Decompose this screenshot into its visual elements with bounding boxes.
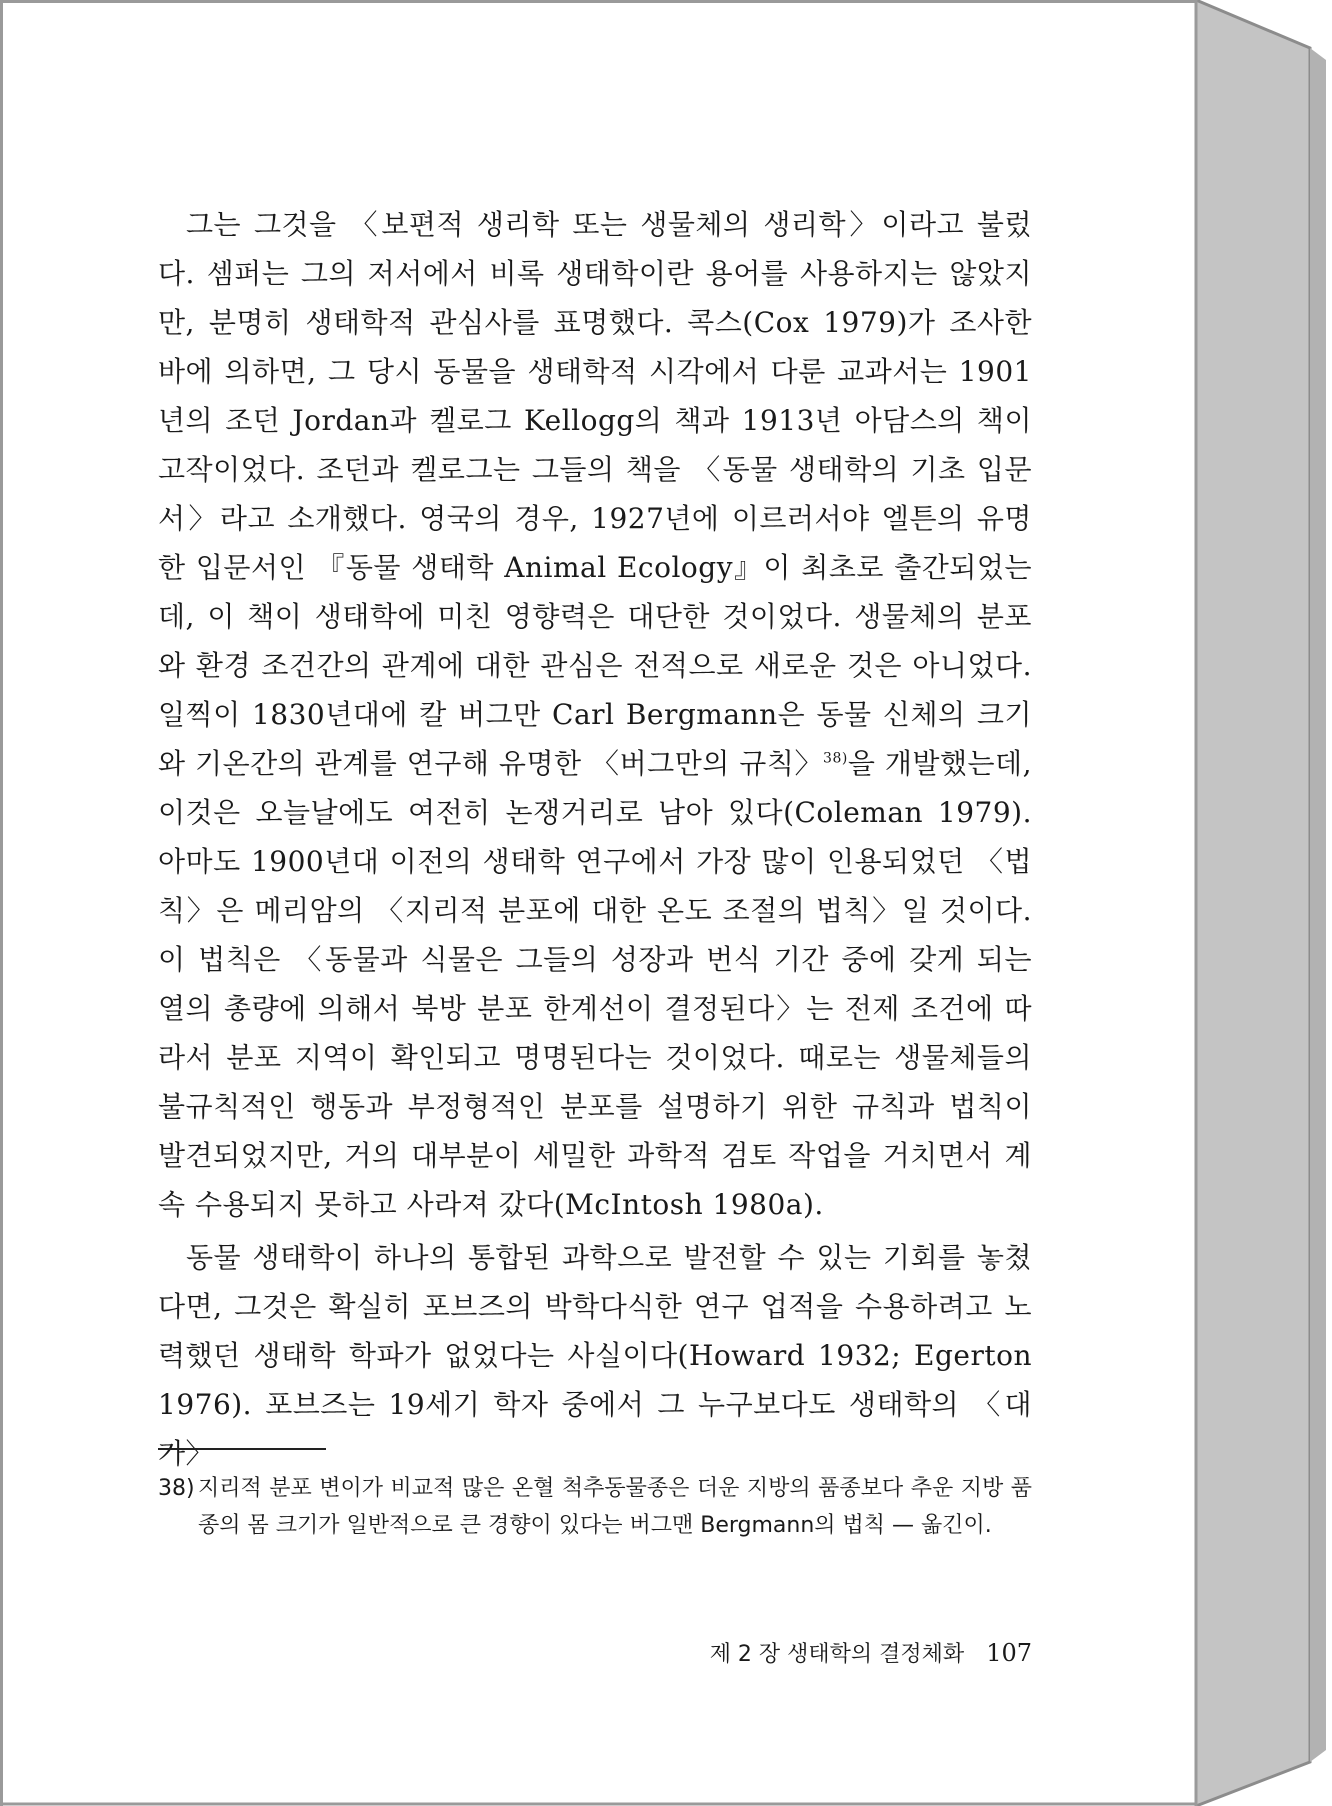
paragraph-1 xyxy=(158,200,1032,1229)
footnote-text: 지리적 분포 변이가 비교적 많은 온혈 척추동물종은 더운 지방의 품종보다 추운 지방 품종의 몸 크기가 일반적으로 큰 경향이 있다는 버그맨 Bergmann의 법칙 — 옮긴이. xyxy=(198,1476,1032,1538)
paragraph-2: 동물 생태학이 하나의 통합된 과학으로 발전할 수 있는 기회를 놓쳤다면, 그것은 확실히 포브즈의 박학다식한 연구 업적을 수용하려고 노력했던 생태학 학파가 없었다는 사실이다(Howard 1932; Egerton 1976). 포브즈는 19세기 학자 중에서 그 누구보다도 생태학의 〈대가〉 xyxy=(158,1241,1032,1470)
paragraph-1-text-b: 을 개발했는데, 이것은 오늘날에도 여전히 논쟁거리로 남아 있다(Coleman 1979). 아마도 1900년대 이전의 생태학 연구에서 가장 많이 인용되었던 〈법칙〉은 메리암의 〈지리적 분포에 대한 온도 조절의 법칙〉일 것이다. 이 법칙은 〈동물과 식물은 그들의 성장과 번식 기간 중에 갖게 되는 열의 총량에 의해서 북방 분포 한계선이 결정된다〉는 전제 조건에 따라서 분포 지역이 확인되고 명명된다는 것이었다. 때로는 생물체들의 불규칙적인 행동과 부정형적인 분포를 설명하기 위한 규칙과 법칙이 발견되었지만, 거의 대부분이 세밀한 과학적 검토 작업을 거치면서 계속 수용되지 못하고 사라져 갔다(McIntosh 1980a). xyxy=(158,747,1032,1221)
page-number: 107 xyxy=(986,1639,1032,1667)
running-footer xyxy=(710,1637,1032,1668)
body-text xyxy=(158,200,1032,1478)
footnote-number: 38) xyxy=(158,1476,195,1501)
footnote xyxy=(158,1470,1032,1544)
footnote-reference: 38) xyxy=(823,750,848,767)
footnote-divider xyxy=(158,1448,326,1450)
paragraph-1-text-a: 그는 그것을 〈보편적 생리학 또는 생물체의 생리학〉이라고 불렀다. 셈퍼는 그의 저서에서 비록 생태학이란 용어를 사용하지는 않았지만, 분명히 생태학적 관심사를 표명했다. 콕스(Cox 1979)가 조사한 바에 의하면, 그 당시 동물을 생태학적 시각에서 다룬 교과서는 1901년의 조던 Jordan과 켈로그 Kellogg의 책과 1913년 아담스의 책이 고작이었다. 조던과 켈로그는 그들의 책을 〈동물 생태학의 기초 입문서〉라고 소개했다. 영국의 경우, 1927년에 이르러서야 엘튼의 유명한 입문서인 『동물 생태학 Animal Ecology』이 최초로 출간되었는데, 이 책이 생태학에 미친 영향력은 대단한 것이었다. 생물체의 분포와 환경 조건간의 관계에 대한 관심은 전적으로 새로운 것은 아니었다. 일찍이 1830년대에 칼 버그만 Carl Bergmann은 동물 신체의 크기와 기온간의 관계를 연구해 유명한 〈버그만의 규칙〉 xyxy=(158,208,1032,780)
chapter-title: 제 2 장 생태학의 결정체화 xyxy=(709,1642,965,1667)
